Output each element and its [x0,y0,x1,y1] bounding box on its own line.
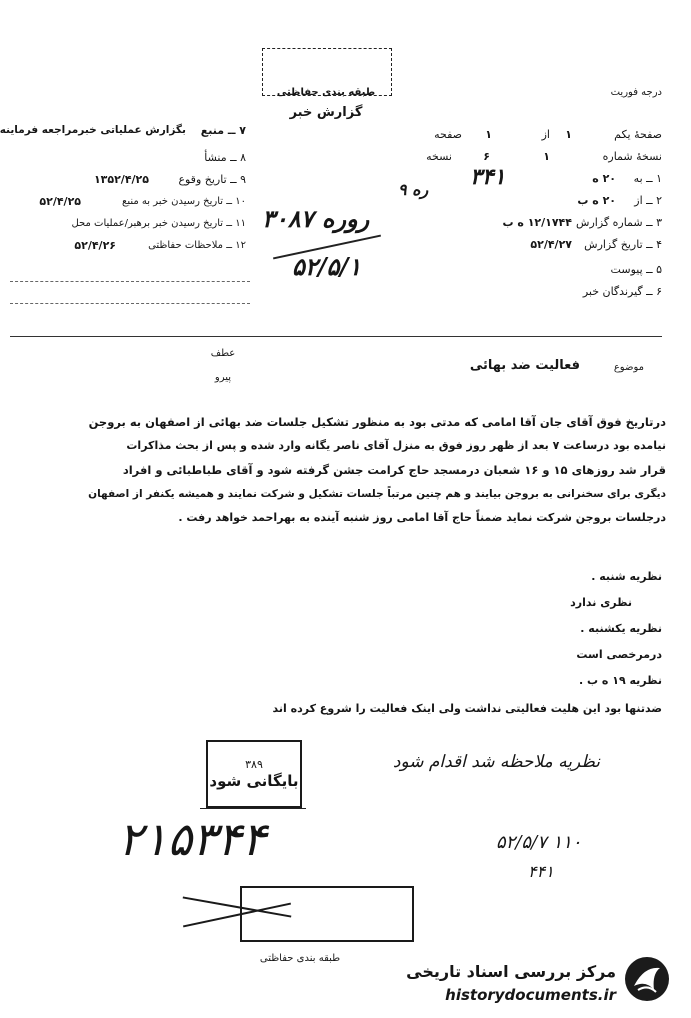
handwritten-big-number: ۲۱۵۳۴۴ [118,812,267,866]
opinions-block [200,570,662,728]
field-10-label: ۱۰ ــ تاریخ رسیدن خبر به منبع [122,196,246,207]
brand-name: مرکز بررسی اسناد تاریخی [406,962,616,981]
field-11-label: ۱۱ ــ تاریخ رسیدن خبر برهبر/عملیات محل [71,218,246,229]
page-from: از [541,128,550,141]
handwritten-followup-note: نظریه ملاحظه شد اقدام شود [392,752,600,772]
archive-stamp [206,740,302,808]
handwritten-date: ۵۲/۵/۷ ۱۱۰ [496,832,582,853]
row-1-label: ۱ ــ به [633,172,662,185]
row-4-label: ۴ ــ تاریخ گزارش [584,238,662,251]
copy-of: ۶ [483,150,490,163]
body-line: نیامده بود درساعت ۷ بعد از ظهر روز فوق به منزل آقای ناصر یگانه وارد شده و پس از بحث مذاکرات [126,439,666,452]
opinion-line: نظریه شنبه . [591,570,662,583]
archive-stamp-number: ۳۸۹ [245,757,263,771]
row-6-label: ۶ ــ گیرندگان خبر [582,285,662,298]
row-3-label: ۳ ــ شماره گزارش [576,216,662,229]
classification-label-top: طبقه بندی حفاظتی [276,87,376,98]
field-12-value: ۵۲/۴/۲۶ [74,239,116,252]
meta-left [0,124,246,256]
row-5-label: ۵ ــ پیوست [610,263,662,276]
left-dash-1 [10,281,250,282]
field-9-value: ۱۳۵۲/۴/۲۵ [93,173,149,186]
handwritten-registry-date: ۵۲/۵/۱ [292,252,362,281]
page-num: ۱ [485,128,492,141]
subject-label: موضوع [613,362,644,373]
body-line: قرار شد روزهای ۱۵ و ۱۶ شعبان درمسجد حاج کرامت جشن گرفته شود و آقای طباطبائی و افراد [122,463,666,477]
opinion-line: ضدتنها بود این هلیت فعالیتی نداشت ولی اینک فعالیت را شروع کرده اند [272,702,662,715]
handwritten-number-341: ۳۴۱ [470,164,506,190]
report-body [70,414,666,534]
body-line: درجلسات بروجن شرکت نماید ضمناً حاج آقا امامی روز شنبه آینده به بهراحمد خواهد رفت . [178,511,666,524]
row-2-value: ۲۰ ه ب [577,194,616,207]
brand-url[interactable]: historydocuments.ir [445,986,616,1004]
brand-logo-icon [622,954,672,1004]
row-4-value: ۵۲/۴/۲۷ [530,238,572,251]
copy-label: نسخهٔ شماره [602,150,662,163]
field-12-label: ۱۲ ــ ملاحظات حفاظتی [148,240,246,251]
copy-word: نسخه [426,150,452,163]
archive-stamp-text: بایگانی شود [209,771,299,790]
page-label: صفحهٔ یکم [614,128,662,141]
field-9-label: ۹ ــ تاریخ وقوع [178,173,246,186]
classification-label-bottom: طبقه بندی حفاظتی [259,953,341,964]
meta-right [400,124,662,304]
opinion-line: نظری ندارد [570,596,632,609]
page-of-word: صفحه [434,128,462,141]
report-title: گزارش خبر [289,105,363,120]
body-line: دیگری برای سخنرانی به بروجن بیایند و هم چنین مرتباً جلسات تشکیل و شرکت نمایند و همیشه یکنفر از اصفهان [88,488,666,500]
subject-ref-label: عطف [210,348,236,359]
page-of: ۱ [565,128,572,141]
field-10-value: ۵۲/۴/۲۵ [39,195,81,208]
field-7-value: بگزارش عملیاتی خبرمراجعه فرماینه [0,124,186,136]
opinion-line: نظریه یکشنبه . [580,622,662,635]
field-8-label: ۸ ــ منشأ [204,151,246,164]
subject-prev-label: پیرو [214,372,232,383]
field-7-label: ۷ ــ منبع [200,124,246,137]
opinion-line: درمرخصی است [576,648,662,661]
handwritten-registry-number: ۳۰۸۷ روره [262,204,370,233]
handwritten-note-9: ۹ ره [398,180,429,199]
subject-value: فعالیت ضد بهائی [469,358,580,373]
left-dash-2 [10,303,250,304]
priority-label: درجه فوریت [610,87,662,98]
copy-num: ۱ [543,150,550,163]
opinion-line: نظریه ۱۹ ه ب . [579,674,662,687]
row-1-value: ۲۰ ه [592,172,616,185]
row-3-value: ۱۲/۱۷۴۴ ه ب [502,216,572,229]
body-line: درتاریخ فوق آقای جان آقا امامی که مدتی بود به منظور تشکیل جلسات ضد بهائی از اصفهان به بروجن [88,415,666,429]
row-2-label: ۲ ــ از [634,194,662,207]
archive-stamp-underline [200,808,306,809]
handwritten-date-number: ۴۴۱ [528,862,554,881]
header-separator [10,336,662,337]
bottom-signature-stamp [240,886,414,942]
